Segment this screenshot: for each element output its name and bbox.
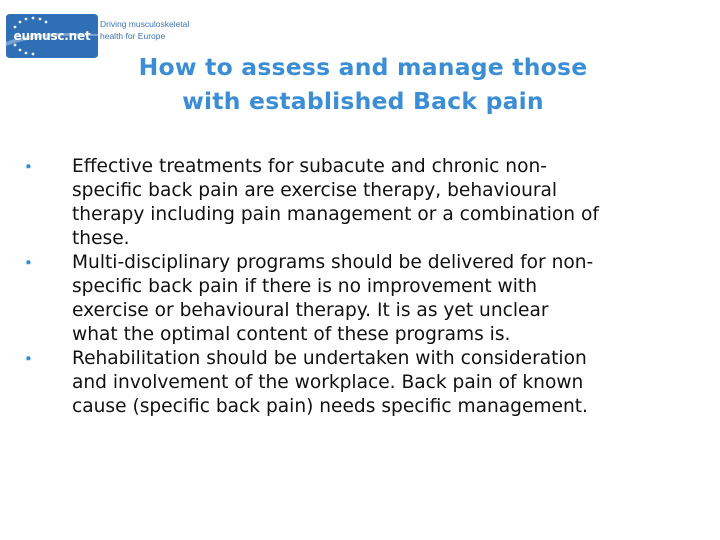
- bullet-2-line-2: specific back pain if there is no improvement with: [72, 276, 537, 297]
- bullet-1-line-2: specific back pain are exercise therapy, behavioural: [72, 180, 558, 201]
- bullet-dot-icon: •: [24, 350, 33, 368]
- bullet-item-2: [24, 251, 694, 347]
- bullet-1-line-3: therapy including pain management or a combination of: [72, 204, 599, 225]
- tagline-line-2: health for Europe: [100, 31, 166, 41]
- bullet-2-line-4: what the optimal content of these programs is.: [72, 324, 511, 345]
- slide-title: [0, 50, 720, 118]
- tagline-line-1: Driving musculoskeletal: [100, 19, 190, 29]
- bullet-dot-icon: •: [24, 158, 33, 176]
- logo-tagline: [100, 18, 210, 42]
- bullet-2-line-3: exercise or behavioural therapy. It is as yet unclear: [72, 300, 549, 321]
- bullet-item-3: [24, 347, 694, 419]
- bullet-3-line-3: cause (specific back pain) needs specific management.: [72, 396, 588, 417]
- bullet-dot-icon: •: [24, 254, 33, 272]
- bullet-2-line-1: Multi-disciplinary programs should be delivered for non-: [72, 252, 594, 273]
- bullet-3-line-1: Rehabilitation should be undertaken with consideration: [72, 348, 587, 369]
- bullet-1-line-4: these.: [72, 228, 130, 249]
- title-line-1: How to assess and manage those: [138, 53, 588, 81]
- bullet-3-line-2: and involvement of the workplace. Back pain of known: [72, 372, 584, 393]
- title-line-2: with established Back pain: [182, 87, 544, 115]
- logo-text: eumusc.net: [13, 29, 91, 43]
- bullet-list: [24, 155, 694, 419]
- bullet-1-line-1: Effective treatments for subacute and chronic non-: [72, 156, 547, 177]
- bullet-item-1: [24, 155, 694, 251]
